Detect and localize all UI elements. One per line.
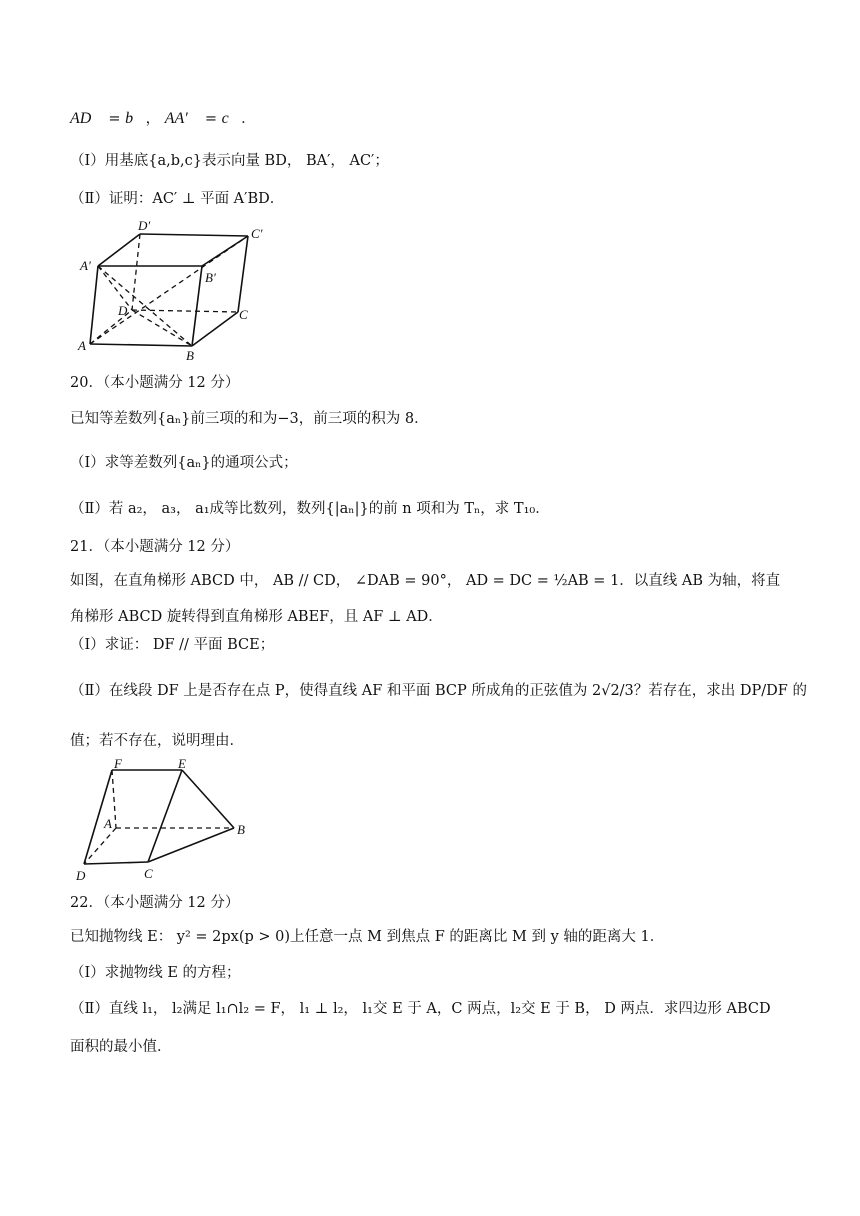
q19-vector-definitions: AD⃗ = b⃗， AA′⃗ = c⃗． (70, 110, 256, 127)
hidden-edge-fa (112, 770, 116, 828)
edge-aa1 (90, 266, 98, 344)
trapezoid-figure (72, 756, 262, 884)
q21-part1: （Ⅰ）求证： DF // 平面 BCE； (70, 637, 275, 653)
label-c1: C′ (251, 226, 263, 241)
q21-part2-line1: （Ⅱ）在线段 DF 上是否存在点 P，使得直线 AF 和平面 BCP 所成角的正弦值为 2√2/3？若存在，求出 DP/DF 的 (70, 683, 807, 699)
label-f: F (114, 756, 122, 771)
label-d: D (76, 868, 86, 883)
q20-stem: 已知等差数列{aₙ}前三项的和为−3，前三项的积为 8． (70, 411, 429, 427)
edge-dc (84, 862, 148, 864)
q21-header: 21．（本小题满分 12 分） (70, 539, 240, 555)
label-b: B (237, 822, 245, 837)
edge-cb (148, 828, 234, 862)
q19-part1: （Ⅰ）用基底{a,b,c}表示向量 BD， BA′， AC′； (70, 153, 389, 169)
hidden-edge-dd1 (132, 234, 140, 310)
q22-part2-line1: （Ⅱ）直线 l₁， l₂满足 l₁∩l₂ = F， l₁ ⊥ l₂， l₁交 E 于 A，C 两点，l₂交 E 于 B， D 两点．求四边形 ABCD (70, 1001, 771, 1017)
hidden-edge-db (132, 310, 192, 346)
q20-header: 20．（本小题满分 12 分） (70, 375, 240, 391)
label-c: C (239, 307, 248, 322)
edge-ec (148, 770, 182, 862)
q21-stem-line1: 如图，在直角梯形 ABCD 中， AB // CD， ∠DAB = 90°， AD = DC = ½AB = 1．以直线 AB 为轴，将直 (70, 573, 781, 589)
edge-d1c1 (140, 234, 248, 236)
q22-part1: （Ⅰ）求抛物线 E 的方程； (70, 965, 241, 981)
q22-header: 22．（本小题满分 12 分） (70, 895, 240, 911)
label-a1: A′ (80, 258, 91, 273)
label-d1: D′ (138, 218, 151, 233)
label-d: D (118, 303, 128, 318)
q22-stem: 已知抛物线 E： y² = 2px(p > 0)上任意一点 M 到焦点 F 的距离比 M 到 y 轴的距离大 1． (70, 929, 665, 945)
label-a: A (104, 816, 112, 831)
q21-part2-line2: 值；若不存在，说明理由． (70, 733, 244, 749)
q21-stem-line2: 角梯形 ABCD 旋转得到直角梯形 ABEF，且 AF ⊥ AD． (70, 609, 443, 625)
label-b: B (186, 348, 194, 363)
q20-part1: （Ⅰ）求等差数列{aₙ}的通项公式； (70, 455, 298, 471)
edge-bb1 (192, 266, 202, 346)
label-e: E (178, 756, 186, 771)
label-c: C (144, 866, 153, 881)
hidden-edge-dc (132, 310, 238, 312)
edge-eb (182, 770, 234, 828)
label-a: A (78, 338, 86, 353)
q19-part2: （Ⅱ）证明：AC′ ⊥ 平面 A′BD． (70, 191, 285, 207)
edge-bc (192, 312, 238, 346)
q22-part2-line2: 面积的最小值． (70, 1039, 172, 1055)
q20-part2: （Ⅱ）若 a₂， a₃， a₁成等比数列，数列{|aₙ|}的前 n 项和为 Tₙ，求 T₁₀． (70, 501, 550, 517)
label-b1: B′ (205, 270, 216, 285)
parallelepiped-figure (70, 218, 270, 363)
hidden-edge-ac1 (90, 236, 248, 344)
edge-cc1 (238, 236, 248, 312)
edge-ab (90, 344, 192, 346)
edge-a1d1 (98, 234, 140, 266)
